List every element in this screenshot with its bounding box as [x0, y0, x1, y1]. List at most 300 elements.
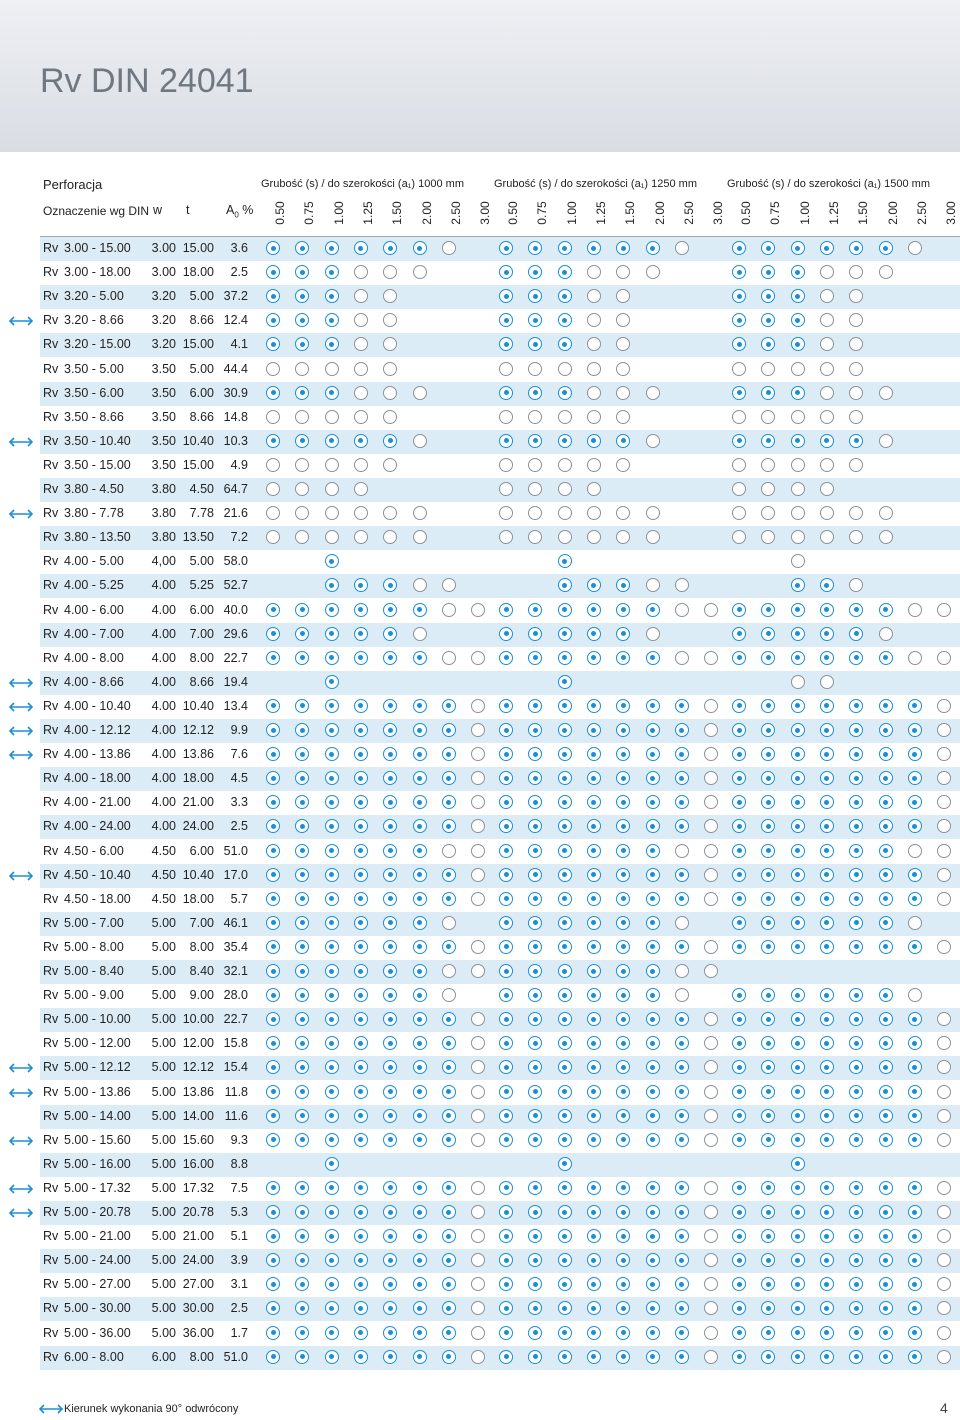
row-a0: 3.9	[230, 1253, 248, 1268]
available-dot-icon	[761, 844, 775, 858]
table-row	[40, 912, 960, 936]
available-dot-icon	[528, 844, 542, 858]
available-dot-icon	[616, 771, 630, 785]
available-dot-icon	[849, 1253, 863, 1267]
available-dot-icon	[266, 265, 280, 279]
available-dot-icon	[908, 699, 922, 713]
available-dot-icon	[499, 289, 513, 303]
on-request-circle-icon	[791, 362, 805, 376]
row-w: 4.00	[151, 578, 176, 593]
available-dot-icon	[791, 1253, 805, 1267]
available-dot-icon	[354, 868, 368, 882]
available-dot-icon	[791, 1301, 805, 1315]
available-dot-icon	[675, 1350, 689, 1364]
available-dot-icon	[849, 844, 863, 858]
available-dot-icon	[761, 337, 775, 351]
available-dot-icon	[616, 1277, 630, 1291]
available-dot-icon	[413, 1277, 427, 1291]
available-dot-icon	[761, 313, 775, 327]
available-dot-icon	[295, 699, 309, 713]
row-a0: 37.2	[223, 289, 248, 304]
row-a0: 64.7	[223, 482, 248, 496]
available-dot-icon	[646, 1350, 660, 1364]
row-a0: 2.5	[230, 1301, 248, 1316]
available-dot-icon	[761, 265, 775, 279]
available-dot-icon	[732, 241, 746, 255]
available-dot-icon	[587, 1012, 601, 1026]
available-dot-icon	[616, 1085, 630, 1099]
available-dot-icon	[558, 795, 572, 809]
available-dot-icon	[325, 892, 339, 906]
row-w: 4.00	[151, 698, 176, 713]
available-dot-icon	[732, 337, 746, 351]
available-dot-icon	[761, 747, 775, 761]
available-dot-icon	[413, 651, 427, 665]
available-dot-icon	[820, 988, 834, 1002]
row-t: 6.00	[189, 385, 214, 400]
on-request-circle-icon	[471, 1133, 485, 1147]
on-request-circle-icon	[442, 651, 456, 665]
on-request-circle-icon	[266, 530, 280, 544]
available-dot-icon	[266, 1350, 280, 1364]
available-dot-icon	[791, 1277, 805, 1291]
on-request-circle-icon	[295, 410, 309, 424]
available-dot-icon	[558, 313, 572, 327]
available-dot-icon	[646, 603, 660, 617]
row-w: 5.00	[151, 1205, 176, 1219]
available-dot-icon	[442, 795, 456, 809]
available-dot-icon	[820, 1229, 834, 1243]
available-dot-icon	[558, 1085, 572, 1099]
available-dot-icon	[732, 265, 746, 279]
available-dot-icon	[646, 1326, 660, 1340]
row-t: 6.00	[189, 843, 214, 858]
available-dot-icon	[558, 1229, 572, 1243]
thickness-header-0.75: 0.75	[302, 201, 317, 225]
available-dot-icon	[732, 627, 746, 641]
thickness-header-2.00: 2.00	[419, 201, 434, 225]
row-type: Rv	[43, 1277, 59, 1292]
row-type: Rv	[43, 819, 59, 834]
rotation-arrow-icon	[8, 1208, 34, 1218]
row-a0: 2.5	[230, 265, 248, 280]
row-a0: 52.7	[223, 578, 248, 593]
row-w: 5.00	[151, 988, 176, 1003]
available-dot-icon	[675, 1253, 689, 1267]
available-dot-icon	[616, 434, 630, 448]
on-request-circle-icon	[675, 241, 689, 255]
row-a0: 21.6	[223, 506, 248, 521]
available-dot-icon	[791, 1036, 805, 1050]
on-request-circle-icon	[558, 482, 572, 496]
available-dot-icon	[354, 795, 368, 809]
available-dot-icon	[558, 1157, 572, 1171]
row-t: 7.00	[189, 626, 214, 641]
on-request-circle-icon	[704, 868, 718, 882]
table-row	[40, 888, 960, 912]
on-request-circle-icon	[937, 868, 951, 882]
available-dot-icon	[849, 1085, 863, 1099]
row-t: 24.00	[182, 819, 214, 834]
available-dot-icon	[325, 747, 339, 761]
on-request-circle-icon	[471, 1205, 485, 1219]
available-dot-icon	[325, 1277, 339, 1291]
on-request-circle-icon	[761, 458, 775, 472]
title-bar	[0, 0, 960, 152]
available-dot-icon	[528, 964, 542, 978]
rotation-arrow-icon	[8, 750, 34, 760]
available-dot-icon	[528, 747, 542, 761]
available-dot-icon	[616, 1253, 630, 1267]
row-w: 4.00	[151, 723, 176, 737]
available-dot-icon	[558, 988, 572, 1002]
available-dot-icon	[325, 1350, 339, 1364]
available-dot-icon	[528, 1205, 542, 1219]
available-dot-icon	[879, 988, 893, 1002]
available-dot-icon	[442, 1205, 456, 1219]
available-dot-icon	[354, 627, 368, 641]
on-request-circle-icon	[937, 892, 951, 906]
on-request-circle-icon	[383, 265, 397, 279]
available-dot-icon	[528, 627, 542, 641]
row-type: Rv	[43, 241, 59, 255]
available-dot-icon	[266, 434, 280, 448]
on-request-circle-icon	[646, 578, 660, 592]
table-row	[40, 743, 960, 767]
available-dot-icon	[499, 1277, 513, 1291]
available-dot-icon	[879, 795, 893, 809]
available-dot-icon	[499, 1109, 513, 1123]
on-request-circle-icon	[849, 386, 863, 400]
on-request-circle-icon	[442, 844, 456, 858]
available-dot-icon	[558, 1036, 572, 1050]
row-t: 10.00	[182, 1012, 214, 1027]
on-request-circle-icon	[295, 482, 309, 496]
on-request-circle-icon	[616, 386, 630, 400]
available-dot-icon	[499, 313, 513, 327]
available-dot-icon	[558, 1060, 572, 1074]
on-request-circle-icon	[908, 844, 922, 858]
on-request-circle-icon	[354, 530, 368, 544]
available-dot-icon	[499, 964, 513, 978]
on-request-circle-icon	[295, 458, 309, 472]
available-dot-icon	[761, 1205, 775, 1219]
available-dot-icon	[849, 434, 863, 448]
row-a0: 22.7	[223, 650, 248, 665]
on-request-circle-icon	[528, 530, 542, 544]
available-dot-icon	[791, 795, 805, 809]
available-dot-icon	[879, 1181, 893, 1195]
available-dot-icon	[325, 578, 339, 592]
available-dot-icon	[675, 771, 689, 785]
on-request-circle-icon	[849, 410, 863, 424]
available-dot-icon	[266, 844, 280, 858]
available-dot-icon	[266, 1205, 280, 1219]
available-dot-icon	[587, 1229, 601, 1243]
available-dot-icon	[616, 1350, 630, 1364]
on-request-circle-icon	[704, 1301, 718, 1315]
available-dot-icon	[558, 627, 572, 641]
table-row	[40, 574, 960, 598]
on-request-circle-icon	[937, 1085, 951, 1099]
available-dot-icon	[791, 1085, 805, 1099]
available-dot-icon	[295, 964, 309, 978]
row-t: 36.00	[182, 1325, 214, 1340]
row-designation: 5.00 - 9.00	[64, 988, 124, 1003]
on-request-circle-icon	[937, 1350, 951, 1364]
row-w: 3.50	[151, 457, 176, 472]
row-type: Rv	[43, 265, 59, 280]
available-dot-icon	[295, 1229, 309, 1243]
available-dot-icon	[499, 627, 513, 641]
on-request-circle-icon	[820, 386, 834, 400]
row-a0: 15.8	[223, 1036, 248, 1051]
on-request-circle-icon	[646, 530, 660, 544]
on-request-circle-icon	[704, 603, 718, 617]
on-request-circle-icon	[471, 964, 485, 978]
thickness-header-3.00: 3.00	[478, 201, 493, 225]
on-request-circle-icon	[704, 819, 718, 833]
available-dot-icon	[732, 1301, 746, 1315]
available-dot-icon	[558, 844, 572, 858]
on-request-circle-icon	[937, 1205, 951, 1219]
on-request-circle-icon	[937, 1277, 951, 1291]
available-dot-icon	[295, 723, 309, 737]
available-dot-icon	[295, 1181, 309, 1195]
row-w: 5.00	[151, 939, 176, 954]
table-row	[40, 454, 960, 478]
available-dot-icon	[849, 892, 863, 906]
available-dot-icon	[675, 1012, 689, 1026]
row-a0: 1.7	[230, 1325, 248, 1340]
row-designation: 4.00 - 12.12	[64, 723, 131, 737]
row-a0: 7.5	[230, 1180, 248, 1195]
available-dot-icon	[499, 1012, 513, 1026]
table-row	[40, 864, 960, 888]
available-dot-icon	[558, 554, 572, 568]
on-request-circle-icon	[675, 916, 689, 930]
available-dot-icon	[325, 1253, 339, 1267]
page-number: 4	[940, 1400, 948, 1416]
available-dot-icon	[295, 1350, 309, 1364]
on-request-circle-icon	[704, 1012, 718, 1026]
on-request-circle-icon	[908, 916, 922, 930]
available-dot-icon	[499, 1085, 513, 1099]
row-designation: 3.50 - 15.00	[64, 457, 131, 472]
on-request-circle-icon	[937, 1133, 951, 1147]
on-request-circle-icon	[704, 1181, 718, 1195]
on-request-circle-icon	[732, 362, 746, 376]
available-dot-icon	[820, 1012, 834, 1026]
on-request-circle-icon	[471, 603, 485, 617]
row-w: 4.00	[151, 819, 176, 834]
row-t: 18.00	[182, 891, 214, 906]
on-request-circle-icon	[732, 482, 746, 496]
available-dot-icon	[499, 1036, 513, 1050]
available-dot-icon	[616, 1060, 630, 1074]
on-request-circle-icon	[849, 506, 863, 520]
footer-note: Kierunek wykonania 90° odwrócony	[64, 1403, 239, 1415]
available-dot-icon	[849, 747, 863, 761]
on-request-circle-icon	[704, 940, 718, 954]
available-dot-icon	[325, 434, 339, 448]
row-t: 8.66	[189, 409, 214, 424]
available-dot-icon	[849, 1301, 863, 1315]
table-row	[40, 1081, 960, 1105]
on-request-circle-icon	[528, 362, 542, 376]
row-type: Rv	[43, 578, 59, 593]
available-dot-icon	[616, 892, 630, 906]
available-dot-icon	[295, 386, 309, 400]
rotation-arrow-icon	[38, 1404, 64, 1414]
available-dot-icon	[325, 675, 339, 689]
available-dot-icon	[528, 1229, 542, 1243]
row-designation: 4.00 - 6.00	[64, 602, 124, 617]
available-dot-icon	[732, 386, 746, 400]
table-row	[40, 984, 960, 1008]
available-dot-icon	[325, 1109, 339, 1123]
on-request-circle-icon	[266, 482, 280, 496]
available-dot-icon	[558, 964, 572, 978]
available-dot-icon	[908, 1253, 922, 1267]
available-dot-icon	[528, 1350, 542, 1364]
thickness-header-2.50: 2.50	[914, 201, 929, 225]
on-request-circle-icon	[704, 964, 718, 978]
on-request-circle-icon	[616, 530, 630, 544]
available-dot-icon	[791, 386, 805, 400]
available-dot-icon	[587, 988, 601, 1002]
on-request-circle-icon	[879, 530, 893, 544]
on-request-circle-icon	[616, 458, 630, 472]
row-w: 5.00	[151, 964, 176, 978]
available-dot-icon	[587, 1205, 601, 1219]
row-designation: 3.50 - 10.40	[64, 433, 131, 448]
available-dot-icon	[413, 1205, 427, 1219]
on-request-circle-icon	[646, 434, 660, 448]
available-dot-icon	[616, 1326, 630, 1340]
on-request-circle-icon	[413, 265, 427, 279]
available-dot-icon	[558, 241, 572, 255]
row-w: 3.50	[151, 409, 176, 424]
row-designation: 4.00 - 5.25	[64, 578, 124, 593]
available-dot-icon	[616, 940, 630, 954]
available-dot-icon	[528, 313, 542, 327]
available-dot-icon	[732, 844, 746, 858]
row-t: 24.00	[182, 1253, 214, 1268]
available-dot-icon	[646, 1085, 660, 1099]
available-dot-icon	[354, 603, 368, 617]
available-dot-icon	[646, 699, 660, 713]
on-request-circle-icon	[879, 386, 893, 400]
on-request-circle-icon	[849, 313, 863, 327]
row-designation: 5.00 - 16.00	[64, 1156, 131, 1171]
available-dot-icon	[325, 916, 339, 930]
available-dot-icon	[879, 1277, 893, 1291]
available-dot-icon	[442, 1229, 456, 1243]
available-dot-icon	[266, 1036, 280, 1050]
on-request-circle-icon	[442, 916, 456, 930]
available-dot-icon	[442, 1060, 456, 1074]
table-row	[40, 1249, 960, 1273]
available-dot-icon	[791, 1012, 805, 1026]
row-t: 5.25	[189, 578, 214, 593]
available-dot-icon	[732, 988, 746, 1002]
on-request-circle-icon	[704, 699, 718, 713]
row-w: 4.00	[151, 747, 176, 762]
on-request-circle-icon	[791, 482, 805, 496]
on-request-circle-icon	[354, 386, 368, 400]
on-request-circle-icon	[616, 410, 630, 424]
on-request-circle-icon	[383, 530, 397, 544]
available-dot-icon	[675, 1181, 689, 1195]
available-dot-icon	[879, 892, 893, 906]
available-dot-icon	[646, 1205, 660, 1219]
available-dot-icon	[646, 1012, 660, 1026]
available-dot-icon	[820, 1060, 834, 1074]
row-w: 5.00	[151, 1084, 176, 1099]
on-request-circle-icon	[732, 530, 746, 544]
available-dot-icon	[646, 940, 660, 954]
row-designation: 4.00 - 24.00	[64, 819, 131, 834]
available-dot-icon	[849, 916, 863, 930]
on-request-circle-icon	[908, 241, 922, 255]
on-request-circle-icon	[820, 675, 834, 689]
row-w: 3.50	[151, 433, 176, 448]
table-row	[40, 1032, 960, 1056]
available-dot-icon	[820, 795, 834, 809]
available-dot-icon	[908, 1085, 922, 1099]
row-a0: 9.3	[230, 1132, 248, 1147]
row-w: 5.00	[151, 1277, 176, 1292]
available-dot-icon	[732, 289, 746, 303]
available-dot-icon	[908, 868, 922, 882]
available-dot-icon	[616, 1229, 630, 1243]
available-dot-icon	[499, 1253, 513, 1267]
row-designation: 5.00 - 13.86	[64, 1084, 131, 1099]
available-dot-icon	[849, 241, 863, 255]
available-dot-icon	[587, 868, 601, 882]
available-dot-icon	[849, 1205, 863, 1219]
row-t: 21.00	[182, 1229, 214, 1244]
available-dot-icon	[879, 241, 893, 255]
row-a0: 8.8	[230, 1156, 248, 1171]
row-w: 5.00	[151, 1012, 176, 1027]
on-request-circle-icon	[471, 1036, 485, 1050]
row-t: 13.86	[182, 747, 214, 762]
available-dot-icon	[266, 651, 280, 665]
available-dot-icon	[587, 892, 601, 906]
available-dot-icon	[908, 723, 922, 737]
available-dot-icon	[879, 1253, 893, 1267]
on-request-circle-icon	[413, 506, 427, 520]
available-dot-icon	[587, 627, 601, 641]
available-dot-icon	[383, 868, 397, 882]
available-dot-icon	[616, 627, 630, 641]
header-t: t	[186, 203, 190, 217]
on-request-circle-icon	[849, 265, 863, 279]
on-request-circle-icon	[266, 458, 280, 472]
available-dot-icon	[820, 723, 834, 737]
available-dot-icon	[295, 771, 309, 785]
row-t: 5.00	[189, 361, 214, 376]
on-request-circle-icon	[471, 940, 485, 954]
row-t: 15.00	[182, 337, 214, 352]
available-dot-icon	[820, 868, 834, 882]
available-dot-icon	[266, 1277, 280, 1291]
available-dot-icon	[383, 964, 397, 978]
available-dot-icon	[879, 1012, 893, 1026]
available-dot-icon	[675, 1229, 689, 1243]
